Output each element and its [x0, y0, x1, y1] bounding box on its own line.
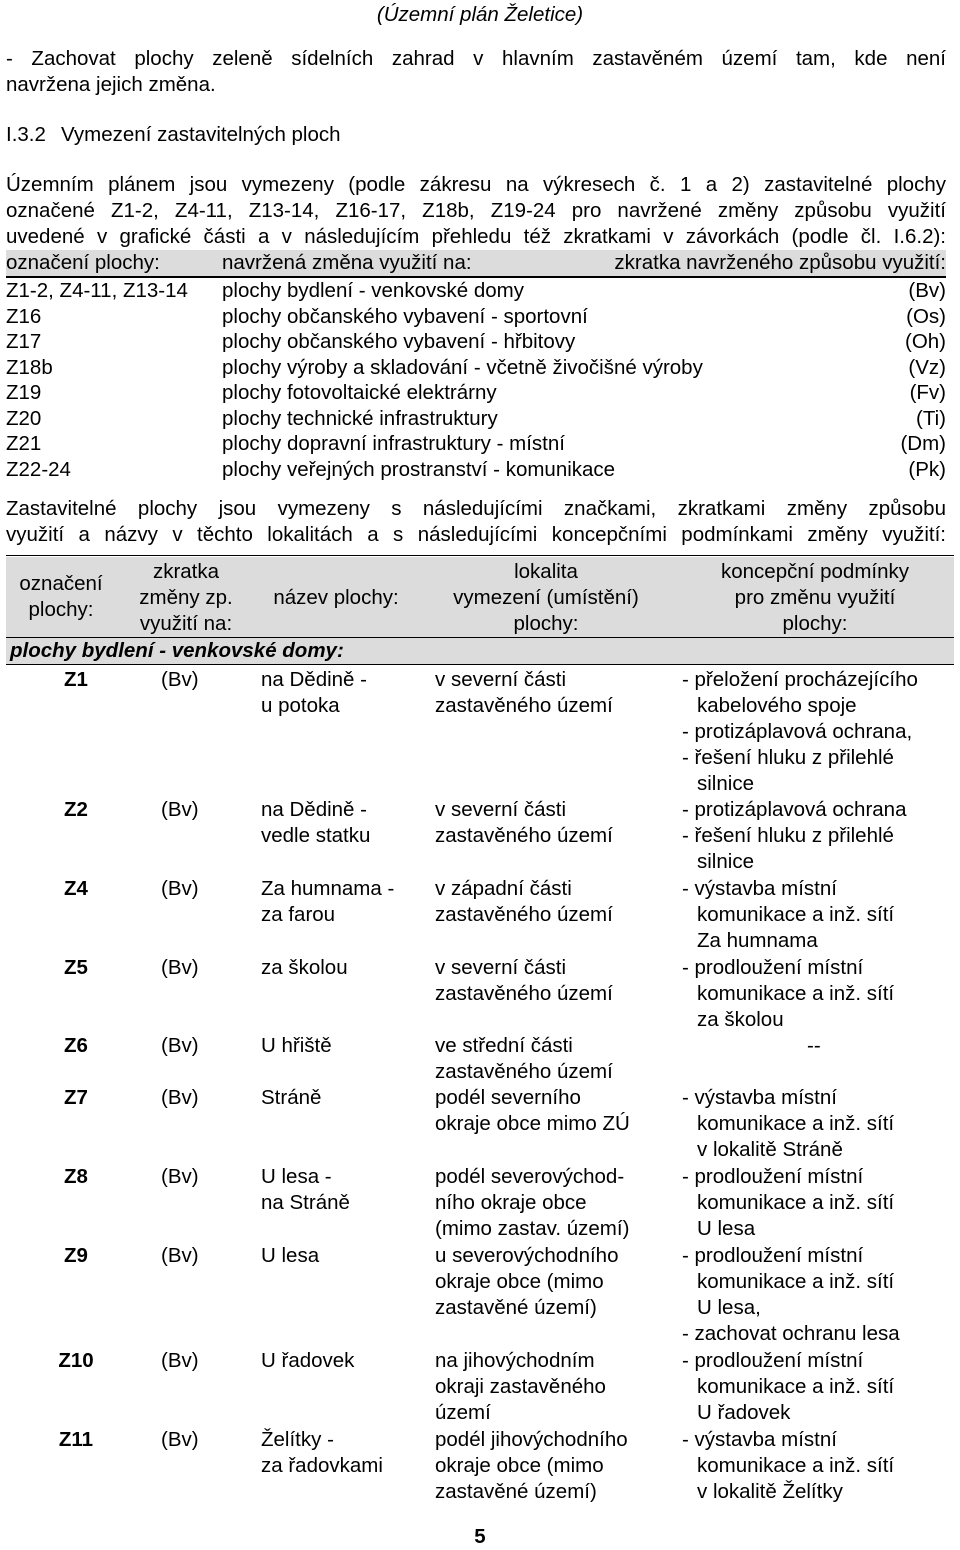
area-conditions-line: komunikace a inž. sítí	[697, 982, 895, 1005]
area-conditions-line: komunikace a inž. sítí	[697, 1454, 895, 1477]
summary-header-cell: navržená změna využití na:	[222, 251, 472, 274]
area-conditions-line: kabelového spoje	[697, 694, 857, 717]
summary-cell: Z1-2, Z4-11, Z13-14	[6, 279, 188, 302]
area-name-line: Želítky -	[261, 1428, 334, 1451]
area-conditions	[682, 1243, 952, 1347]
area-conditions-line: komunikace a inž. sítí	[697, 1112, 895, 1135]
para1-line3: uvedené v grafické části a v následujícím přehledu též zkratkami v závorkách (podle čl. I.6.2):	[6, 225, 946, 248]
area-location	[435, 667, 613, 719]
area-location-line: zastavěného území	[435, 1060, 613, 1083]
area-conditions-line: --	[807, 1034, 821, 1057]
area-location-line: v severní části	[435, 798, 567, 821]
header-text: pro změnu využití	[734, 586, 896, 609]
area-conditions-line: - prodloužení místní	[682, 1165, 864, 1188]
summary-cell: plochy bydlení - venkovské domy	[222, 279, 524, 302]
area-name	[261, 667, 367, 719]
area-code: Z8	[64, 1165, 88, 1188]
area-location-line: v západní části	[435, 877, 572, 900]
summary-cell: plochy veřejných prostranství - komunikace	[222, 457, 616, 481]
area-conditions-line: za školou	[697, 1008, 784, 1031]
area-location	[435, 1164, 629, 1242]
area-code: Z5	[64, 956, 88, 979]
summary-cell: plochy fotovoltaické elektrárny	[222, 381, 497, 404]
change-abbreviation: (Bv)	[161, 877, 199, 900]
header-text: plochy:	[28, 598, 94, 621]
header-text: označení	[19, 572, 103, 595]
header-text: název plochy:	[273, 586, 399, 609]
area-conditions	[682, 876, 952, 954]
area-location-line: zastavěné území)	[435, 1480, 597, 1503]
header-text: plochy:	[513, 612, 579, 635]
header-text: zkratka	[152, 560, 220, 583]
area-conditions-line: komunikace a inž. sítí	[697, 1191, 895, 1214]
header-text: využití na:	[139, 612, 233, 635]
change-abbreviation: (Bv)	[161, 1034, 199, 1057]
summary-cell: (Pk)	[908, 457, 946, 481]
area-code: Z4	[64, 877, 88, 900]
area-name	[261, 1348, 354, 1374]
area-conditions-line: - výstavba místní	[682, 1428, 837, 1451]
area-conditions-line: U lesa,	[697, 1296, 761, 1319]
area-code: Z10	[58, 1349, 94, 1372]
area-conditions	[682, 1164, 952, 1242]
area-location-line: okraji zastavěného	[435, 1375, 606, 1398]
area-name	[261, 797, 370, 849]
area-name-line: za školou	[261, 956, 348, 979]
para2-line2: využití a názvy v těchto lokalitách a s následujícími koncepčními podmínkami změny využití:	[6, 523, 946, 546]
intro-bullet-line2: navržena jejich změna.	[6, 73, 216, 96]
summary-cell: Z18b	[6, 355, 53, 379]
area-name-line: za farou	[261, 903, 336, 926]
area-location	[435, 1348, 606, 1426]
area-name-line: u potoka	[261, 694, 340, 717]
area-location	[435, 876, 613, 928]
area-name-line: U lesa -	[261, 1165, 332, 1188]
area-location-line: okraje obce mimo ZÚ	[435, 1112, 630, 1135]
area-location-line: ve střední části	[435, 1034, 573, 1057]
area-name	[261, 1243, 319, 1269]
area-name-line: na Dědině -	[261, 798, 367, 821]
table-header	[6, 557, 954, 637]
area-conditions-line: v lokalitě Želítky	[697, 1480, 843, 1503]
area-location	[435, 1427, 628, 1505]
header-col-name	[256, 585, 416, 611]
area-name-line: U hřiště	[261, 1034, 332, 1057]
table-top-rule	[6, 555, 954, 556]
area-name-line: U řadovek	[261, 1349, 355, 1372]
header-text: plochy:	[782, 612, 848, 635]
summary-cell: Z21	[6, 432, 42, 455]
area-conditions-line: komunikace a inž. sítí	[697, 1270, 895, 1293]
area-location	[435, 1085, 630, 1137]
summary-row	[6, 380, 946, 406]
summary-cell: Z19	[6, 381, 42, 404]
area-location-line: podél severního	[435, 1086, 581, 1109]
area-conditions-line: komunikace a inž. sítí	[697, 1375, 895, 1398]
area-conditions-line: U řadovek	[697, 1401, 791, 1424]
area-conditions-line: - řešení hluku z přilehlé	[682, 824, 894, 847]
area-conditions-line: - výstavba místní	[682, 1086, 837, 1109]
summary-cell: (Fv)	[909, 381, 946, 404]
area-name-line: Stráně	[261, 1086, 322, 1109]
summary-cell: Z16	[6, 304, 42, 328]
area-location-line: okraje obce (mimo	[435, 1270, 604, 1293]
area-location-line: v severní části	[435, 956, 567, 979]
summary-row	[6, 304, 946, 330]
area-conditions-line: - prodloužení místní	[682, 1244, 864, 1267]
summary-cell: plochy výroby a skladování - včetně živočišné výroby	[222, 355, 703, 379]
area-location-line: zastavěného území	[435, 982, 613, 1005]
area-location-line: v severní části	[435, 668, 567, 691]
summary-row	[6, 457, 946, 483]
summary-cell: Z17	[6, 330, 42, 353]
area-conditions-line: - prodloužení místní	[682, 1349, 864, 1372]
area-code: Z2	[64, 798, 88, 821]
area-conditions-line: silnice	[697, 850, 754, 873]
summary-cell: (Oh)	[905, 330, 946, 353]
area-code: Z7	[64, 1086, 88, 1109]
change-abbreviation: (Bv)	[161, 1244, 199, 1267]
area-name	[261, 955, 348, 981]
area-name-line: Za humnama -	[261, 877, 395, 900]
area-conditions-line: silnice	[697, 772, 754, 795]
header-text: změny zp.	[139, 586, 233, 609]
intro-bullet-line1: - Zachovat plochy zeleně sídelních zahrad v hlavním zastavěném území tam, kde není	[6, 47, 946, 70]
summary-cell: (Dm)	[900, 432, 946, 455]
area-conditions-line: U lesa	[697, 1217, 756, 1240]
change-abbreviation: (Bv)	[161, 1349, 199, 1372]
change-abbreviation: (Bv)	[161, 668, 199, 691]
header-text: vymezení (umístění)	[453, 586, 639, 609]
area-location	[435, 1033, 613, 1085]
area-location-line: podél jihovýchodního	[435, 1428, 628, 1451]
area-location-line: u severovýchodního	[435, 1244, 619, 1267]
change-abbreviation: (Bv)	[161, 1086, 199, 1109]
area-conditions	[682, 955, 952, 1033]
area-conditions	[682, 797, 952, 875]
area-name	[261, 876, 394, 928]
area-conditions-line: - protizáplavová ochrana	[682, 798, 907, 821]
area-conditions	[682, 1085, 952, 1163]
summary-header-row	[6, 250, 946, 278]
summary-header-cell: označení plochy:	[6, 251, 160, 274]
summary-cell: plochy dopravní infrastruktury - místní	[222, 432, 565, 455]
para1-line2: označené Z1-2, Z4-11, Z13-14, Z16-17, Z18b, Z19-24 pro navržené změny způsobu využití	[6, 199, 946, 222]
page-number: 5	[474, 1525, 486, 1548]
area-location	[435, 797, 613, 849]
area-conditions	[682, 1033, 952, 1059]
area-location	[435, 955, 613, 1007]
summary-row	[6, 355, 946, 381]
summary-cell: plochy občanského vybavení - hřbitovy	[222, 330, 576, 353]
section-title: Vymezení zastavitelných ploch	[61, 123, 341, 146]
area-code: Z1	[64, 668, 88, 691]
area-conditions-line: - přeložení procházejícího	[682, 668, 918, 691]
change-abbreviation: (Bv)	[161, 1165, 199, 1188]
area-name-line: na Stráně	[261, 1191, 350, 1214]
area-conditions-line: komunikace a inž. sítí	[697, 903, 895, 926]
area-code: Z9	[64, 1244, 88, 1267]
area-conditions	[682, 1348, 952, 1426]
summary-header-cell: zkratka navrženého způsobu využití:	[614, 251, 946, 274]
section-number: I.3.2	[6, 123, 46, 146]
area-location	[435, 1243, 618, 1321]
area-location-line: ního okraje obce	[435, 1191, 587, 1214]
category-label: plochy bydlení - venkovské domy:	[10, 639, 344, 662]
area-code: Z6	[64, 1034, 88, 1057]
summary-cell: plochy technické infrastruktury	[222, 406, 498, 430]
header-col-code	[6, 571, 116, 623]
area-conditions-line: - řešení hluku z přilehlé	[682, 746, 894, 769]
change-abbreviation: (Bv)	[161, 956, 199, 979]
summary-cell: plochy občanského vybavení - sportovní	[222, 304, 588, 328]
area-conditions	[682, 667, 952, 797]
area-name	[261, 1085, 321, 1111]
summary-row	[6, 431, 946, 457]
area-location-line: okraje obce (mimo	[435, 1454, 604, 1477]
area-location-line: území	[435, 1401, 491, 1424]
para2-line1: Zastavitelné plochy jsou vymezeny s následujícími značkami, zkratkami změny způsobu	[6, 497, 946, 520]
area-conditions-line: - prodloužení místní	[682, 956, 864, 979]
change-abbreviation: (Bv)	[161, 1428, 199, 1451]
summary-row	[6, 406, 946, 432]
area-name-line: vedle statku	[261, 824, 371, 847]
area-name-line: na Dědině -	[261, 668, 367, 691]
area-conditions-line: - protizáplavová ochrana,	[682, 720, 913, 743]
area-conditions-line: - zachovat ochranu lesa	[682, 1322, 900, 1345]
summary-cell: (Ti)	[916, 406, 946, 430]
area-conditions-line: Za humnama	[697, 929, 818, 952]
summary-cell: (Os)	[906, 304, 946, 328]
table-category-row	[6, 637, 954, 665]
change-abbreviation: (Bv)	[161, 798, 199, 821]
area-conditions	[682, 1427, 952, 1505]
area-location-line: zastavěného území	[435, 824, 613, 847]
header-col-conditions	[676, 559, 954, 637]
area-name	[261, 1033, 332, 1059]
header-col-location	[421, 559, 671, 637]
area-name	[261, 1164, 350, 1216]
area-name	[261, 1427, 383, 1479]
area-code: Z11	[58, 1428, 94, 1451]
summary-cell: Z20	[6, 406, 42, 430]
area-conditions-line: - výstavba místní	[682, 877, 837, 900]
page-header: (Územní plán Želetice)	[376, 3, 584, 26]
area-location-line: podél severovýchod-	[435, 1165, 625, 1188]
section-heading	[6, 122, 341, 148]
summary-cell: Z22-24	[6, 457, 71, 481]
area-name-line: za řadovkami	[261, 1454, 383, 1477]
area-location-line: zastavěného území	[435, 903, 613, 926]
summary-cell: (Vz)	[908, 355, 946, 379]
header-col-abbr	[121, 559, 251, 637]
area-name-line: U lesa	[261, 1244, 320, 1267]
summary-cell: (Bv)	[908, 279, 946, 302]
area-conditions-line: v lokalitě Stráně	[697, 1138, 843, 1161]
area-location-line: zastavěného území	[435, 694, 613, 717]
area-location-line: (mimo zastav. území)	[435, 1217, 630, 1240]
area-location-line: zastavěné území)	[435, 1296, 597, 1319]
header-text: koncepční podmínky	[720, 560, 910, 583]
summary-row	[6, 278, 946, 304]
area-location-line: na jihovýchodním	[435, 1349, 595, 1372]
summary-row	[6, 329, 946, 355]
header-text: lokalita	[514, 560, 578, 583]
para1-line1: Územním plánem jsou vymezeny (podle zákresu na výkresech č. 1 a 2) zastavitelné plochy	[6, 173, 946, 196]
